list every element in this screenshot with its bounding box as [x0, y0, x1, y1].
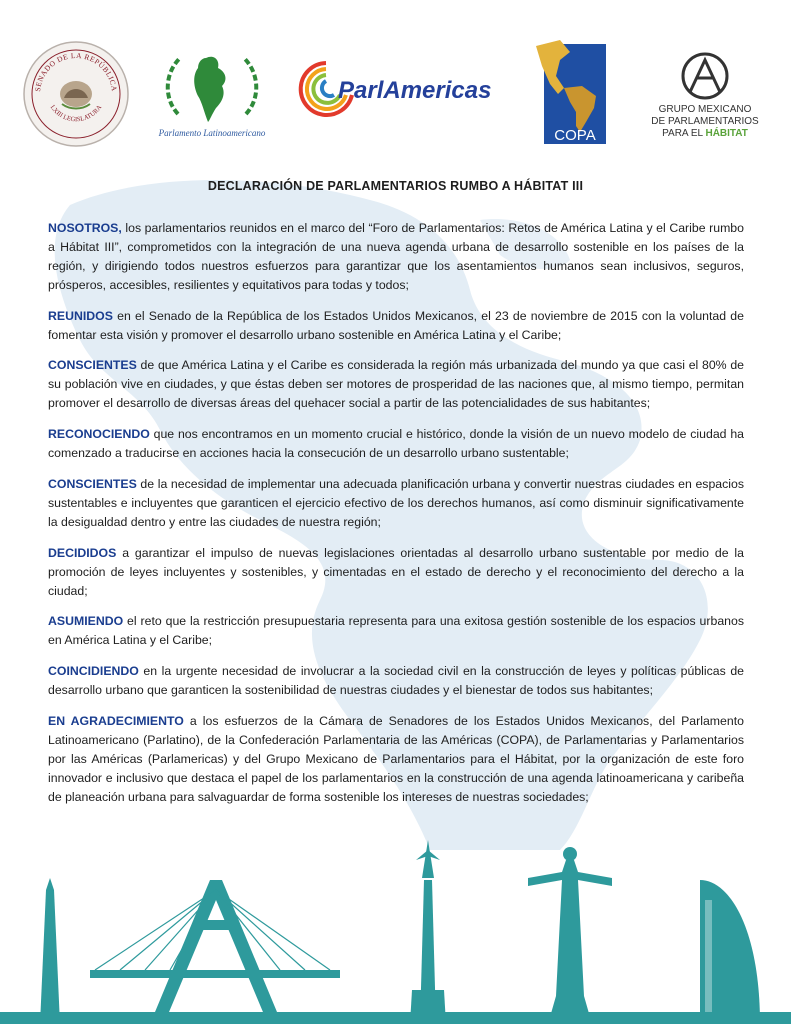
- gmph-line2: DE PARLAMENTARIOS: [651, 116, 759, 127]
- paragraph: [48, 712, 744, 807]
- paragraph-text: los parlamentarios reunidos en el marco del “Foro de Parlamentarios: Retos de América Latina y el Caribe rumbo a Hábitat III”, comprometidos con la integración de una nueva agenda urbana de desarrollo sostenible en los países de la región, y dirigiendo todos nuestros esfuerzos para garantizar que los asentamientos humanos sean inclusivos, seguros, prósperos, accesibles, resilientes y equitativos para todas y todos;: [48, 221, 744, 292]
- gmph-habitat: HÁBITAT: [705, 128, 748, 139]
- paragraph-lead: COINCIDIENDO: [48, 664, 139, 679]
- senado-seal-logo: [22, 40, 130, 148]
- parlamericas-text: ParlAmericas: [338, 77, 492, 104]
- paragraph-lead: CONSCIENTES: [48, 476, 137, 491]
- paragraph: [48, 425, 744, 463]
- paragraph-text: a garantizar el impulso de nuevas legislaciones orientadas al desarrollo urbano sustentable por medio de la promoción de leyes incluyentes y sostenibles, y cimentadas en el estado de derecho y el reconocimiento del derecho a la ciudad;: [48, 545, 744, 598]
- document-title: DECLARACIÓN DE PARLAMENTARIOS RUMBO A HÁBITAT III: [207, 179, 584, 193]
- paragraph: [48, 219, 744, 295]
- parlamericas-logo: [292, 55, 504, 121]
- paragraph: [48, 475, 744, 532]
- seal-top-text: SENADO DE LA REPÚBLICA: [33, 50, 119, 93]
- svg-text:PARA EL HÁBITAT: [662, 126, 748, 139]
- paragraph-lead: DECIDIDOS: [48, 545, 117, 560]
- paragraph: [48, 612, 744, 650]
- declaration-body: [48, 219, 744, 819]
- paragraph-text: a los esfuerzos de la Cámara de Senadores de los Estados Unidos Mexicanos, del Parlamento Latinoamericano (Parlatino), de la Confederación Parlamentaria de las Américas (COPA), de Parlamentarias y Parlamentarios por las Américas (Parlamericas) y del Grupo Mexicano de Parlamentarios para el Hábitat, por la organización de este foro innovador e inclusivo que destaca el papel de los parlamentarios en la construcción de una agenda latinoamericana y caribeña de planeación urbana para salvaguardar de forma sostenible los intereses de nuestras sociedades;: [48, 714, 744, 804]
- paragraph-lead: CONSCIENTES: [48, 358, 137, 373]
- paragraph-text: que nos encontramos en un momento crucial e histórico, donde la visión de un nuevo modelo de ciudad ha comenzado a traducirse en acciones hacia la consecución de un desarrollo urbano sustentable;: [48, 427, 744, 461]
- seal-bottom-text: LXIII LEGISLATURA: [48, 104, 104, 124]
- parlatino-logo: [148, 44, 276, 144]
- paragraph-lead: NOSOTROS,: [48, 221, 122, 235]
- paragraph: [48, 544, 744, 601]
- paragraph-lead: ASUMIENDO: [48, 614, 124, 629]
- paragraph-lead: REUNIDOS: [48, 308, 113, 323]
- paragraph-text: en la urgente necesidad de involucrar a la sociedad civil en la construcción de leyes y políticas públicas de desarrollo urbano que garanticen la sostenibilidad de nuestras ciudades y el bienestar de todos sus habitantes;: [48, 664, 744, 698]
- paragraph-text: de la necesidad de implementar una adecuada planificación urbana y convertir nuestras ciudades en espacios sustentables e incluyentes que garanticen el ejercicio efectivo de los derechos humanos, así como disminuir significativamente la desigualdad dentro y entre las ciudades de nuestra región;: [48, 476, 744, 529]
- paragraph-lead: RECONOCIENDO: [48, 427, 150, 442]
- gmph-line1: GRUPO MEXICANO: [658, 104, 752, 115]
- paragraph-text: de que América Latina y el Caribe es considerada la región más urbanizada del mundo ya que casi el 80% de su población vive en ciudades, y que éstas deben ser motores de prosperidad de las naciones que, al mismo tiempo, permitan promover el desarrollo de diversas áreas del quehacer social a partir de las potencialidades de sus habitantes;: [48, 358, 744, 411]
- gmph-line3: PARA EL: [662, 128, 706, 139]
- paragraph-lead: EN AGRADECIMIENTO: [48, 714, 184, 729]
- city-skyline-illustration: [0, 820, 791, 1024]
- paragraph: [48, 356, 744, 413]
- paragraph: [48, 662, 744, 700]
- paragraph-text: en el Senado de la República de los Estados Unidos Mexicanos, el 23 de noviembre de 2015 con la voluntad de fomentar esta visión y promover el desarrollo urbano sostenible en América Latina y el Caribe;: [48, 308, 744, 342]
- parlatino-text: Parlamento Latinoamericano: [158, 128, 266, 138]
- grupo-mexicano-logo: [640, 48, 770, 144]
- copa-logo: [530, 36, 608, 146]
- copa-text: COPA: [554, 127, 596, 144]
- paragraph: [48, 307, 744, 345]
- paragraph-text: el reto que la restricción presupuestaria representa para una exitosa gestión sostenible de los espacios urbanos en América Latina y el Caribe;: [48, 614, 744, 648]
